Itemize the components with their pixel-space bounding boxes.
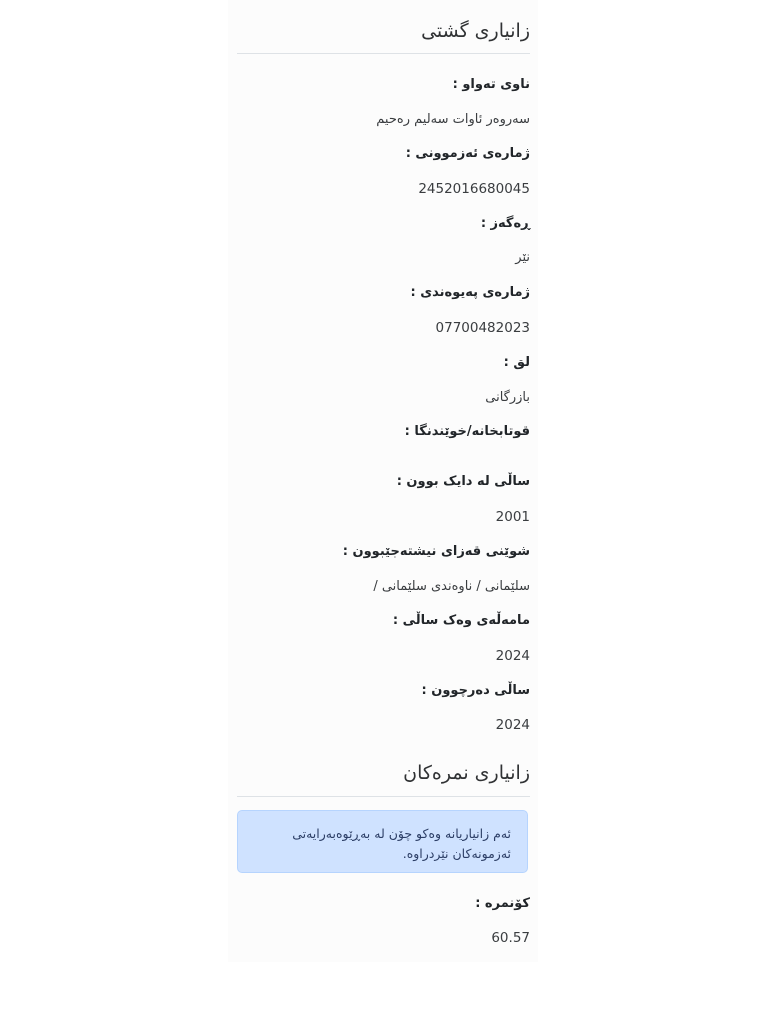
- general-section-title: زانیاری گشتی: [421, 20, 530, 42]
- grades-section-divider: [237, 796, 530, 797]
- birth-year-value: 2001: [495, 509, 530, 525]
- birth-year-label: ساڵی لە دایک بوون :: [396, 474, 530, 489]
- school-label: قوتابخانە/خوێندنگا :: [404, 424, 530, 439]
- total-grade-value: 60.57: [491, 930, 530, 946]
- general-section-divider: [237, 53, 530, 54]
- branch-value: بازرگانی: [485, 390, 530, 405]
- gender-label: ڕەگەز :: [480, 216, 530, 231]
- processed-as-year-value: 2024: [495, 648, 530, 664]
- results-content: [237, 0, 530, 1024]
- graduation-year-label: ساڵی دەرچوون :: [421, 683, 530, 698]
- branch-label: لق :: [503, 355, 530, 370]
- grades-section-title: زانیاری نمرەکان: [403, 762, 530, 784]
- phone-number-label: ژمارەی پەیوەندی :: [410, 285, 530, 300]
- total-grade-label: کۆنمرە :: [475, 896, 530, 911]
- exam-number-value: 2452016680045: [418, 181, 530, 197]
- phone-number-value: 07700482023: [435, 320, 530, 336]
- grades-notice-alert: ئەم زانیاریانە وەکو چۆن لە بەڕێوەبەرایەتی ئەزمونەکان نێردراوە.: [237, 810, 528, 873]
- graduation-year-value: 2024: [495, 717, 530, 733]
- full-name-value: سەروەر ئاوات سەلیم رەحیم: [376, 112, 530, 127]
- full-name-label: ناوی تەواو :: [452, 77, 530, 92]
- exam-number-label: ژمارەی ئەزموونی :: [405, 146, 530, 161]
- residence-label: شوێنی قەزای نیشتەجێبوون :: [342, 544, 530, 559]
- residence-value: سلێمانی / ناوەندی سلێمانی /: [373, 579, 530, 594]
- gender-value: نێر: [515, 250, 530, 265]
- processed-as-year-label: مامەڵەی وەک ساڵی :: [392, 613, 530, 628]
